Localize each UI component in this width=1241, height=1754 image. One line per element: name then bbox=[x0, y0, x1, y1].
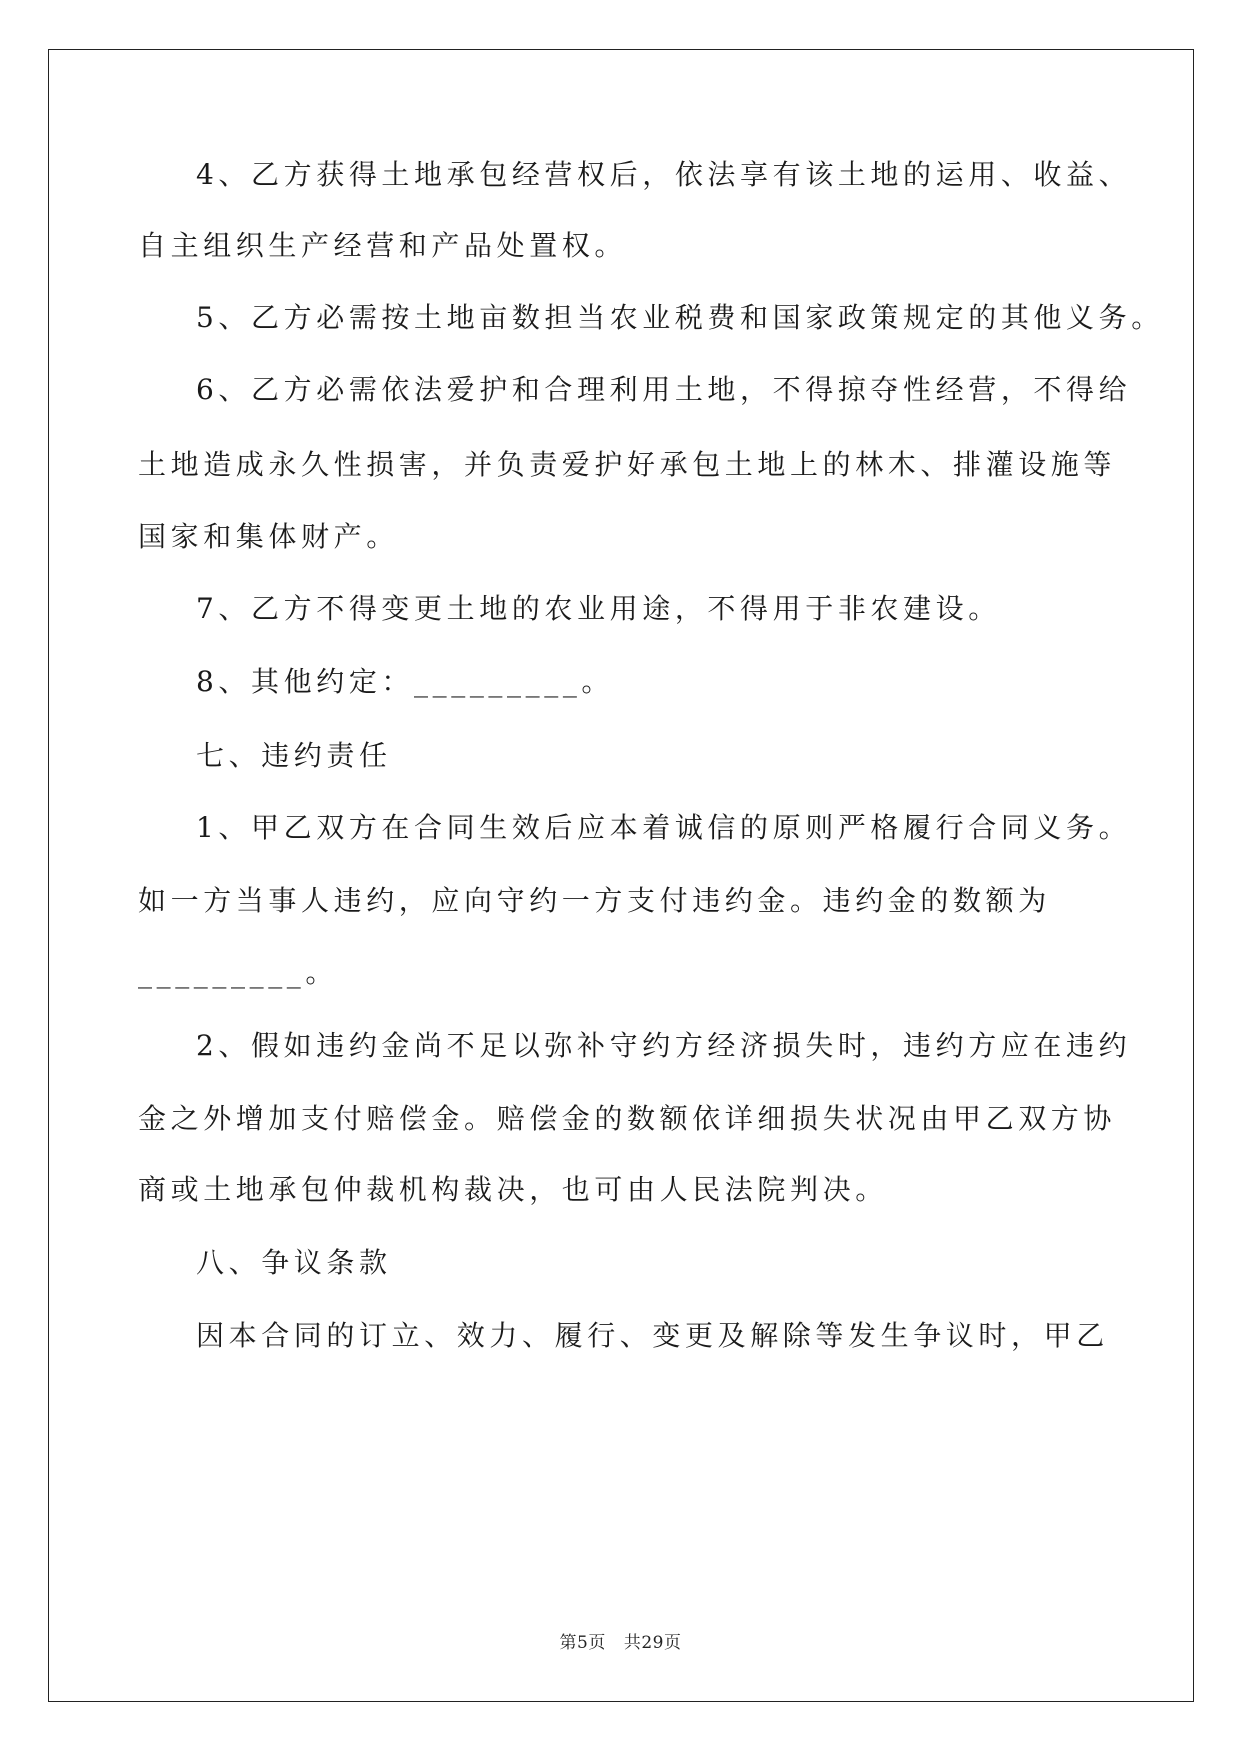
paragraph-line: 4、乙方获得土地承包经营权后，依法享有该土地的运用、收益、 bbox=[196, 158, 1132, 191]
paragraph-line: 因本合同的订立、效力、履行、变更及解除等发生争议时，甲乙 bbox=[196, 1319, 1109, 1352]
paragraph-line: 1、甲乙双方在合同生效后应本着诚信的原则严格履行合同义务。 bbox=[196, 811, 1132, 844]
paragraph-line: 土地造成永久性损害，并负责爱护好承包土地上的林木、排灌设施等 bbox=[138, 448, 1117, 481]
paragraph-line: 8、其他约定：_________。 bbox=[196, 665, 615, 698]
section-heading: 七、违约责任 bbox=[196, 739, 392, 772]
paragraph-line: 2、假如违约金尚不足以弥补守约方经济损失时，违约方应在违约 bbox=[196, 1029, 1132, 1062]
paragraph-line: 如一方当事人违约，应向守约一方支付违约金。违约金的数额为 bbox=[138, 884, 1051, 917]
page-border bbox=[48, 49, 1194, 1702]
page-number: 第5页 bbox=[559, 1633, 606, 1653]
paragraph-line: 商或土地承包仲裁机构裁决，也可由人民法院判决。 bbox=[138, 1173, 888, 1206]
paragraph-line: 国家和集体财产。 bbox=[138, 520, 399, 553]
page-footer bbox=[0, 1628, 1241, 1653]
section-heading: 八、争议条款 bbox=[196, 1246, 392, 1279]
paragraph-line: _________。 bbox=[138, 956, 339, 989]
paragraph-line: 6、乙方必需依法爱护和合理利用土地，不得掠夺性经营，不得给 bbox=[196, 373, 1132, 406]
paragraph-line: 金之外增加支付赔偿金。赔偿金的数额依详细损失状况由甲乙双方协 bbox=[138, 1102, 1117, 1135]
page-total: 共29页 bbox=[623, 1633, 682, 1653]
paragraph-line: 自主组织生产经营和产品处置权。 bbox=[138, 229, 628, 262]
paragraph-line: 5、乙方必需按土地亩数担当农业税费和国家政策规定的其他义务。 bbox=[196, 301, 1164, 334]
paragraph-line: 7、乙方不得变更土地的农业用途，不得用于非农建设。 bbox=[196, 592, 1001, 625]
